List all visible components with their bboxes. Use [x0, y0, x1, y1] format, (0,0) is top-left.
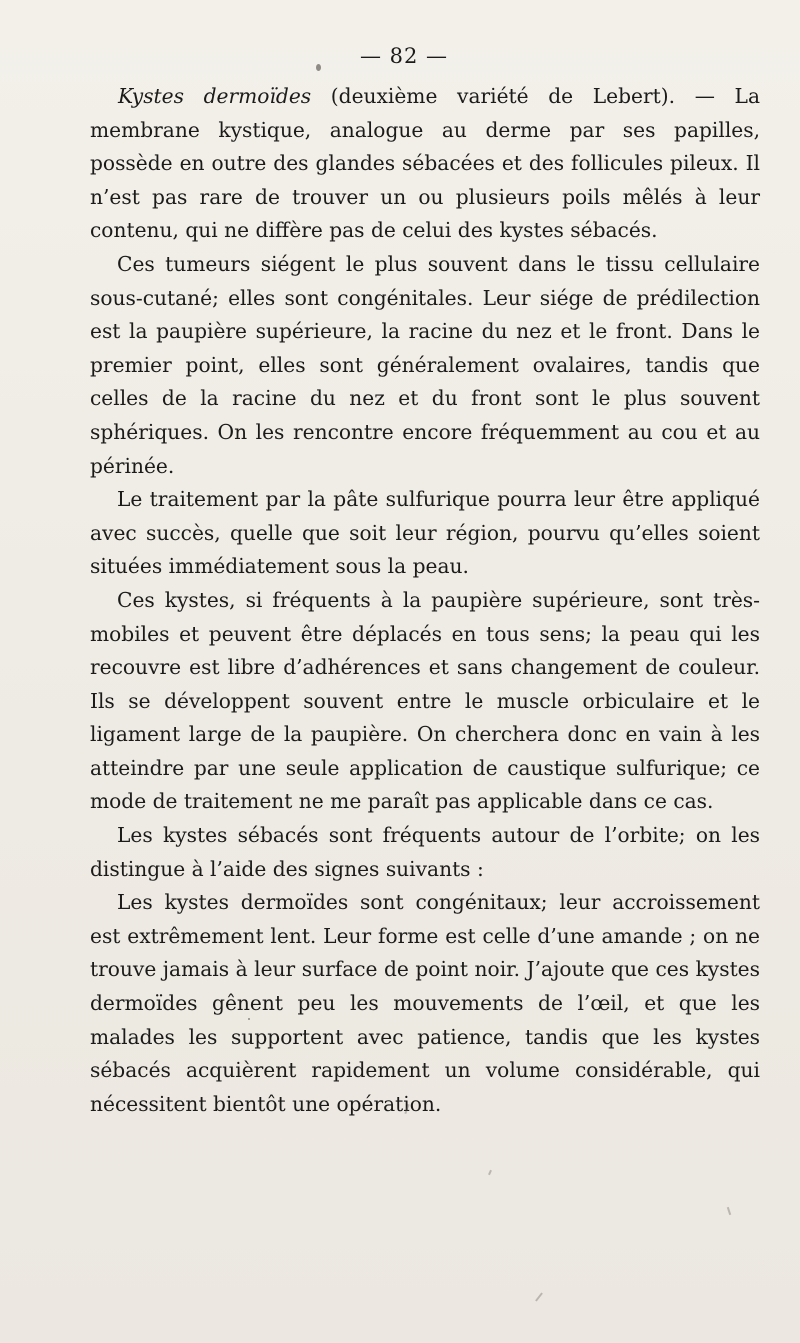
ink-speck [248, 1018, 250, 1020]
ink-speck [316, 64, 321, 71]
paper-mark [488, 1170, 492, 1175]
body-text [90, 80, 760, 1121]
paragraph-traitement: Le traitement par la pâte sulfurique pourra leur être appliqué avec succès, quelle que soit leur région, pourvu qu’elles soient situées immédiatement sous la peau. [90, 487, 760, 579]
page-number: — 82 — [359, 44, 449, 68]
paper-mark [535, 1292, 543, 1301]
paragraph-kystes-dermoides [90, 80, 760, 248]
section-title: Kystes dermoïdes [118, 84, 312, 108]
paragraph-kystes-sebaces: Les kystes sébacés sont fréquents autour de l’orbite; on les distingue à l’aide des signes suivants : [90, 823, 760, 881]
paragraph-paupiere: Ces kystes, si fréquents à la paupière supérieure, sont très-mobiles et peuvent être déplacés en tous sens; la peau qui les recouvre est libre d’adhérences et sans changement de couleur. Ils se développent souvent entre le muscle orbiculaire et le ligament large de la paupière. On cherchera donc en vain à les atteindre par une seule application de caustique sulfurique; ce mode de traitement ne me paraît pas applicable dans ce cas. [90, 587, 760, 814]
paragraph-1-text: (deuxième variété de Lebert). — La membrane kystique, analogue au derme par ses papilles, possède en outre des glandes sébacées et des follicules pileux. Il n’est pas rare de trouver un ou plusieurs poils mêlés à leur contenu, qui ne diffère pas de celui des kystes sébacés. [90, 84, 760, 243]
paragraph-tumeurs: Ces tumeurs siégent le plus souvent dans le tissu cellulaire sous-cutané; elles sont congénitales. Leur siége de prédilection est la paupière supérieure, la racine du nez et le front. Dans le premier point, elles sont généralement ovalaires, tandis que celles de la racine du nez et du front sont le plus souvent sphériques. On les rencontre encore fréquemment au cou et au périnée. [90, 251, 760, 478]
paragraph-signes: Les kystes dermoïdes sont congénitaux; leur accroissement est extrêmement lent. Leur forme est celle d’une amande ; on ne trouve jamais à leur surface de point noir. J’ajoute que ces kystes dermoïdes gênent peu les mouvements de l’œil, et que les malades les supportent avec patience, tandis que les kystes sébacés acquièrent rapidement un volume considérable, qui nécessitent bientôt une opération. [90, 890, 760, 1116]
paper-mark [727, 1207, 731, 1215]
